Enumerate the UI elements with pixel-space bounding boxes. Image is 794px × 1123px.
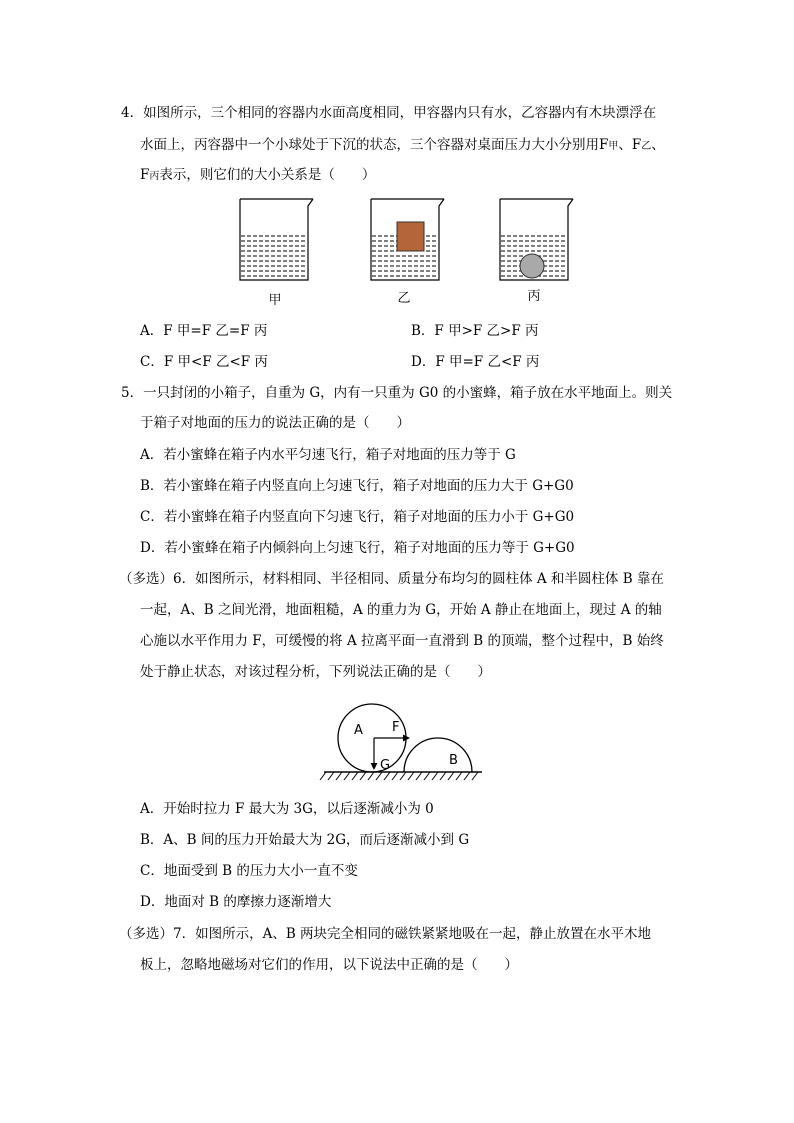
q6-line3: 心施以水平作用力 F，可缓慢的将 A 拉离平面一直滑到 B 的顶端，整个过程中，B 始终 (140, 633, 664, 649)
q5-line2: 于箱子对地面的压力的说法正确的是（ ） (140, 415, 410, 431)
container-yi (371, 199, 444, 280)
q6-figure (318, 694, 488, 786)
sinking-ball (520, 254, 544, 278)
q7-line1: （多选）7．如图所示，A、B 两块完全相同的磁铁紧紧地吸在一起，静止放置在水平木地 (119, 926, 652, 942)
q5-option-d: D．若小蜜蜂在箱子内倾斜向上匀速飞行，箱子对地面的压力等于 G+G0 (140, 540, 575, 556)
half-cylinder-b (404, 738, 472, 772)
q4-sub-bing: 丙 (149, 171, 160, 182)
container-jia (240, 199, 313, 280)
water-jia (241, 236, 307, 276)
q4-sep: 、 (651, 137, 665, 153)
q6-option-a: A．开始时拉力 F 最大为 3G，以后逐渐减小为 0 (140, 801, 434, 817)
q4-f-symbol: F (140, 167, 150, 183)
q4-line3-text: 表示，则它们的大小关系是（ ） (159, 167, 376, 183)
label-f: F (392, 720, 400, 735)
label-jia: 甲 (268, 293, 282, 308)
q4-figure (230, 196, 590, 311)
q4-line3 (140, 166, 375, 186)
q4-sep: 、 (618, 137, 632, 153)
label-bing: 丙 (527, 289, 541, 304)
container-bing (500, 199, 573, 280)
q6-option-c: C．地面受到 B 的压力大小一直不变 (140, 863, 358, 879)
q4-f-symbol: F (599, 137, 609, 153)
q4-sub-jia: 甲 (608, 141, 619, 152)
q4-line1: 4．如图所示，三个相同的容器内水面高度相同，甲容器内只有水，乙容器内有木块漂浮在 (121, 105, 657, 121)
q4-option-c: C．F 甲<F 乙<F 丙 (140, 354, 268, 370)
wood-block (397, 222, 424, 251)
q7-line2: 板上，忽略地磁场对它们的作用，以下说法中正确的是（ ） (140, 957, 518, 973)
q4-option-d: D．F 甲=F 乙<F 丙 (411, 354, 540, 370)
label-b: B (449, 753, 458, 768)
q4-line2 (140, 136, 665, 156)
label-a: A (354, 723, 363, 738)
q5-option-a: A．若小蜜蜂在箱子内水平匀速飞行，箱子对地面的压力等于 G (140, 447, 516, 463)
q4-f-symbol: F (631, 137, 642, 153)
q5-option-b: B．若小蜜蜂在箱子内竖直向上匀速飞行，箱子对地面的压力大于 G+G0 (140, 478, 574, 494)
q4-sub-yi: 乙 (641, 141, 652, 152)
q6-line4: 处于静止状态，对该过程分析，下列说法正确的是（ ） (140, 664, 491, 680)
q6-line2: 一起，A、B 之间光滑，地面粗糙，A 的重力为 G，开始 A 静止在地面上，现过 A 的轴 (140, 602, 662, 618)
q5-line1: 5．一只封闭的小箱子，自重为 G，内有一只重为 G0 的小蜜蜂，箱子放在水平地面上。则关 (121, 385, 673, 401)
q6-option-b: B．A、B 间的压力开始最大为 2G，而后逐渐减小到 G (140, 832, 470, 848)
ground (320, 772, 482, 780)
gravity-g-arrowhead (371, 763, 378, 770)
q5-option-c: C．若小蜜蜂在箱子内竖直向下匀速飞行，箱子对地面的压力小于 G+G0 (140, 509, 575, 525)
q6-line1: （多选）6．如图所示，材料相同、半径相同、质量分布均匀的圆柱体 A 和半圆柱体 B 靠在 (119, 571, 664, 587)
label-yi: 乙 (397, 291, 411, 306)
q4-line2-text: 水面上，丙容器中一个小球处于下沉的状态，三个容器对桌面压力大小分别用 (140, 137, 599, 153)
label-g: G (380, 758, 391, 773)
q4-option-a: A．F 甲=F 乙=F 丙 (140, 323, 268, 339)
q4-option-b: B．F 甲>F 乙>F 丙 (411, 323, 539, 339)
q6-option-d: D．地面对 B 的摩擦力逐渐增大 (140, 894, 332, 910)
